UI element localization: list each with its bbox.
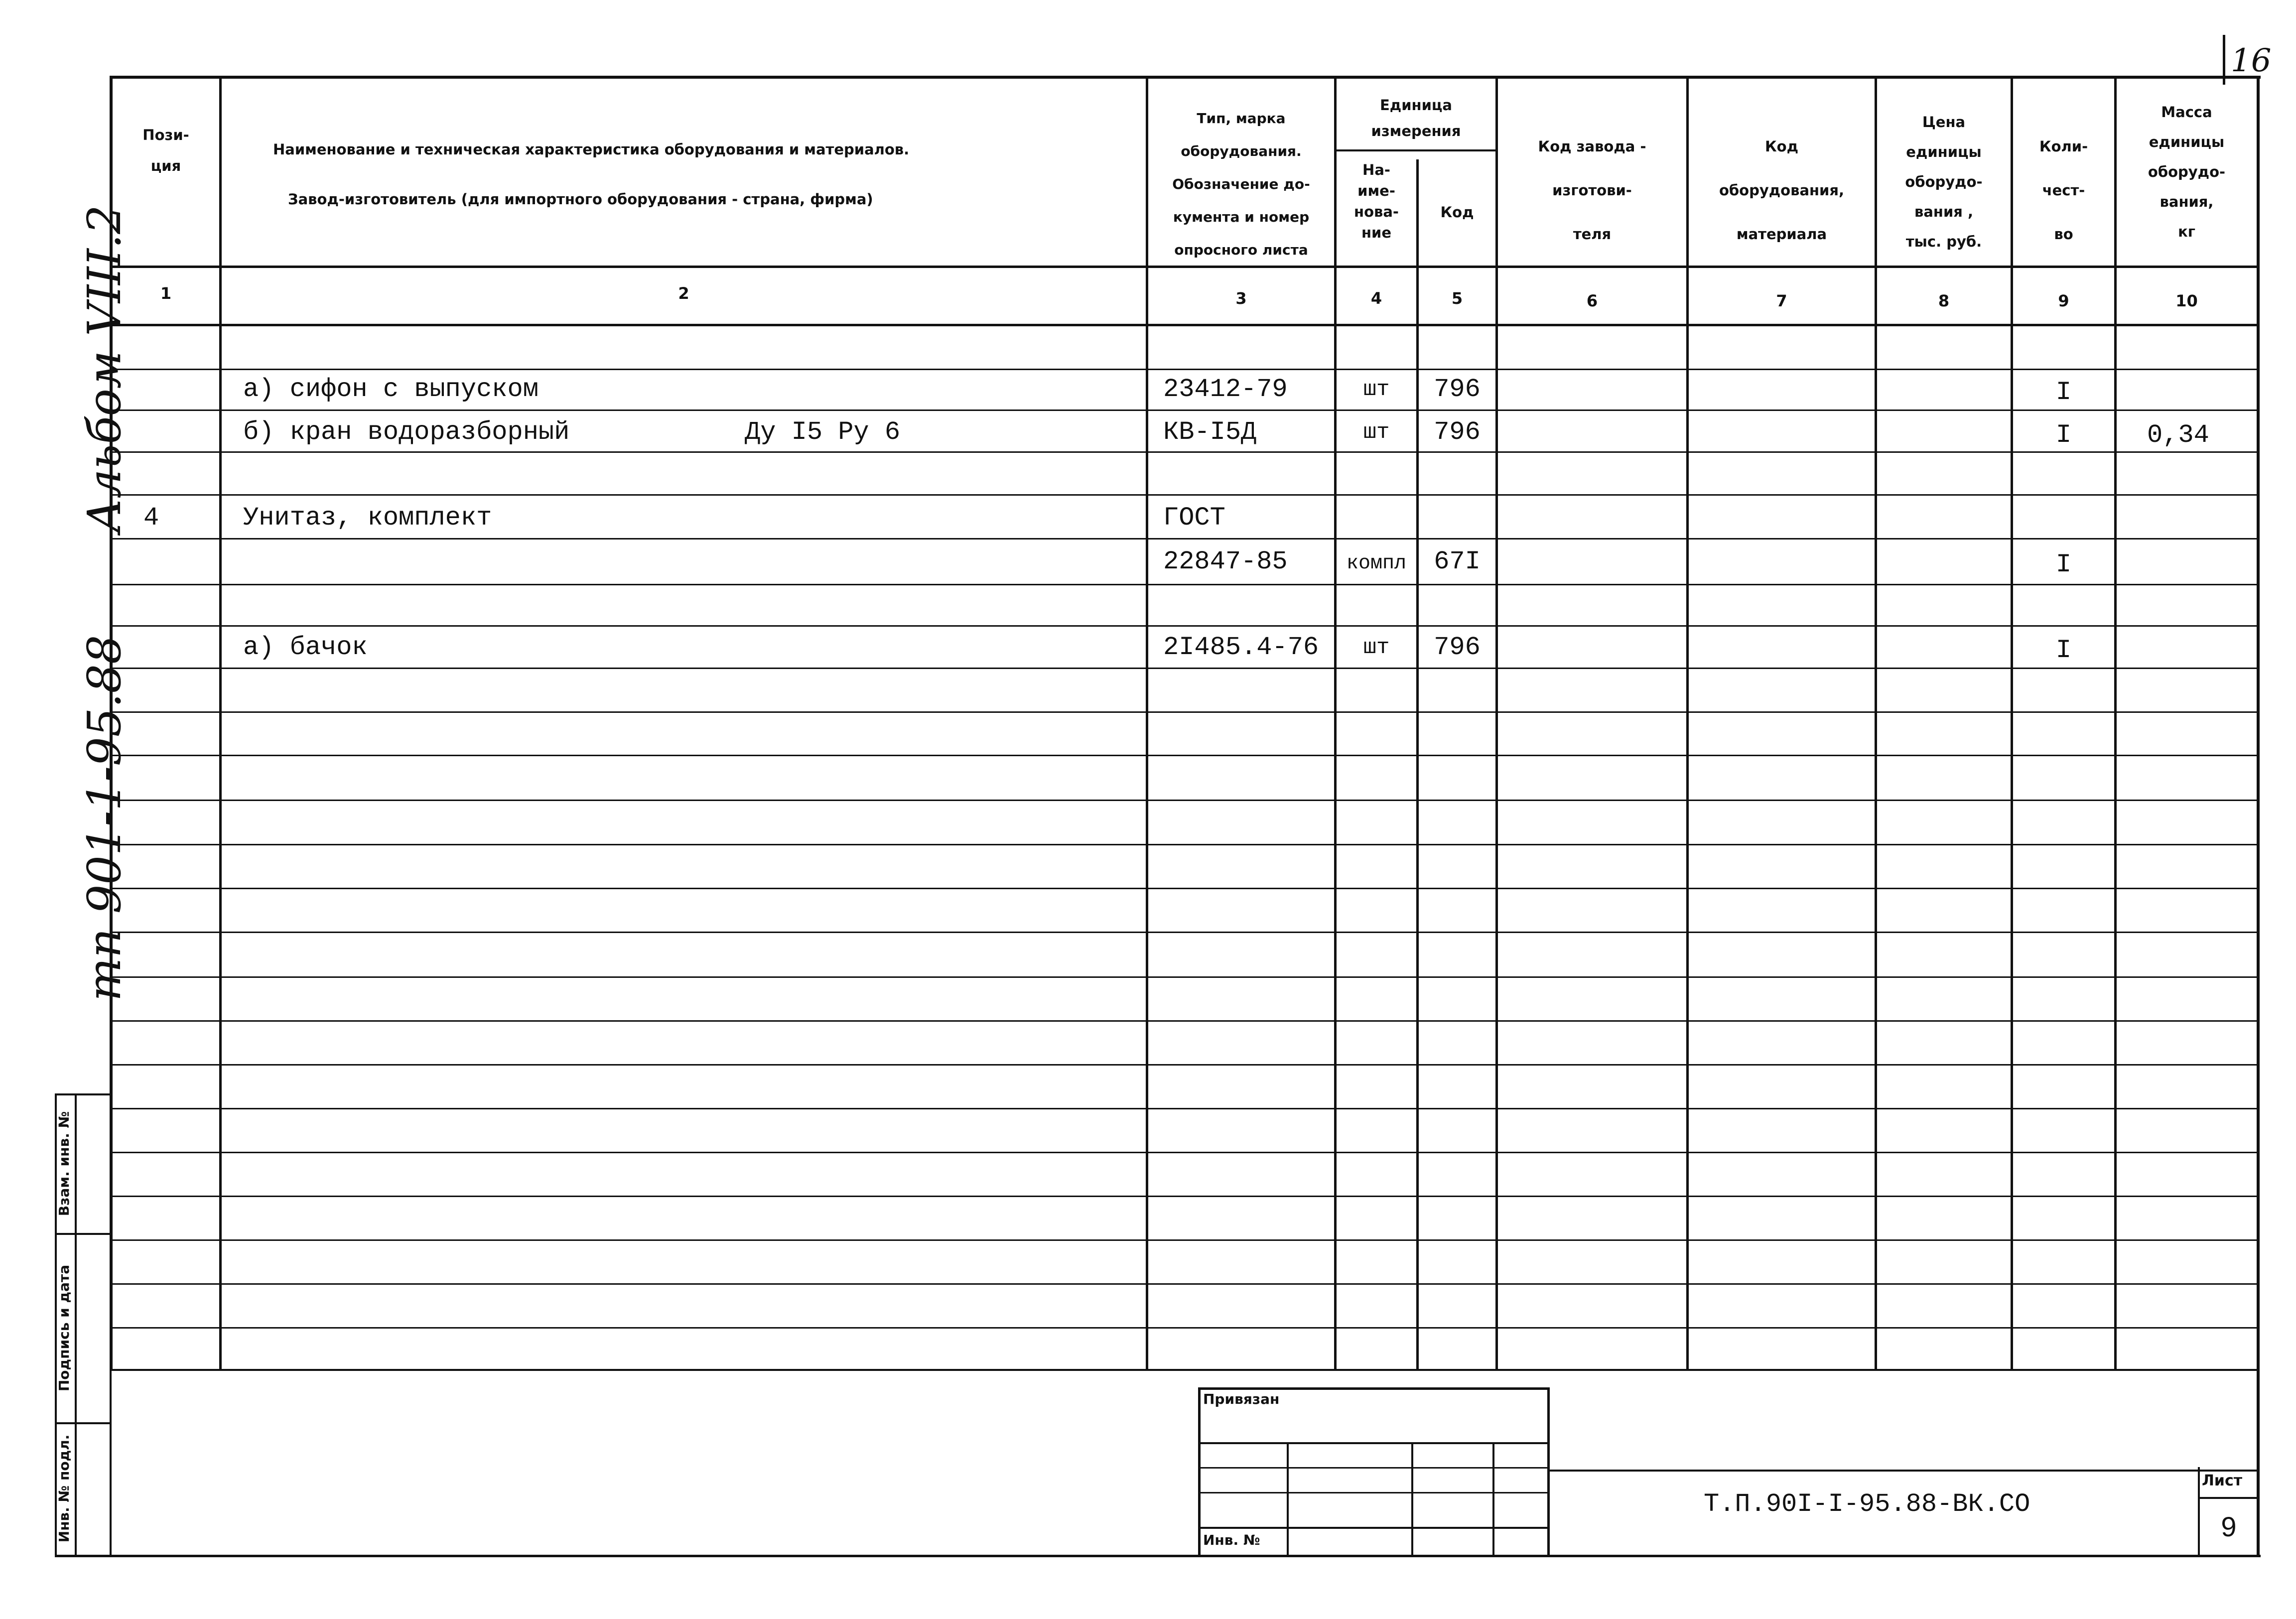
header-unit-name: На- име- нова- ние [1354,161,1399,241]
column-separator [1875,76,1877,1371]
row-2-unit: шт [1363,420,1390,445]
row-3-name: Унитаз, комплект [243,503,492,533]
row-5-qty: I [2055,636,2072,665]
title-block-top [1547,1470,2260,1472]
row-line [110,844,2260,845]
column-number-3: 3 [1235,289,1247,308]
row-line [110,625,2260,627]
stamp-box [1198,1442,1550,1444]
document-code: Т.П.90I-I-95.88-ВК.СО [1704,1489,2030,1519]
stamp-attached: Привязан [1203,1391,1280,1407]
stamp-box [1198,1492,1550,1493]
table-right-border [2257,76,2260,1371]
sheet-number-divider [2223,35,2225,85]
row-line [110,451,2260,453]
side-sign-date: Подпись и дата [56,1264,72,1392]
column-number-10: 10 [2175,291,2198,310]
row-line [110,369,2260,370]
row-line [110,1239,2260,1241]
sheet-box [2198,1497,2260,1499]
side-inv-replace: Взам. инв. № [56,1111,72,1216]
project-label: тп 901-1-95.88 [78,635,131,1001]
column-number-4: 4 [1370,289,1382,308]
column-number-1: 1 [160,284,172,303]
row-1-unit: шт [1363,377,1390,402]
row-line [110,1108,2260,1109]
row-2-mass: 0,34 [2147,420,2209,450]
side-inv-orig: Инв. № подл. [56,1434,72,1543]
row-line [110,1327,2260,1329]
stamp-box [1411,1442,1413,1557]
sheet-label: Лист [2202,1472,2243,1489]
stamp-inv-no: Инв. № [1203,1532,1260,1548]
header-quantity: Коли- чест- во [2039,138,2088,243]
row-line [110,1064,2260,1066]
row-1-type: 23412-79 [1163,375,1288,404]
sheet-number-top: 16 [2231,42,2272,79]
row-5-unit: шт [1363,635,1390,660]
row-4-code: 67I [1434,547,1481,576]
row-line [110,1152,2260,1153]
row-4-qty: I [2055,550,2072,579]
album-label: Альбом VIII.2 [78,205,131,533]
header-price: Цена единицы оборудо- вания , тыс. руб. [1905,114,1983,250]
row-1-name: а) сифон с выпуском [243,375,539,404]
row-line [110,584,2260,585]
row-2-type: КВ-I5Д [1163,417,1257,447]
column-separator [1416,159,1419,1370]
row-line [110,932,2260,933]
row-4-type: 22847-85 [1163,547,1288,576]
row-5-type: 2I485.4-76 [1163,633,1319,662]
row-line [110,1196,2260,1197]
row-3-type: ГОСТ [1163,503,1225,533]
column-separator [219,76,222,1371]
sheet-value: 9 [2221,1511,2237,1542]
row-line [110,1283,2260,1285]
stamp-box [1547,1387,1550,1557]
row-line [110,976,2260,978]
table-top-border [110,76,2261,79]
header-equipment-code: Код оборудования, материала [1719,138,1845,243]
row-line [110,409,2260,411]
stamp-box [1287,1442,1289,1557]
row-line [110,668,2260,669]
frame-bottom [55,1555,2261,1557]
stamp-box [1198,1527,1550,1529]
column-separator [1334,76,1337,1371]
row-2-qty: I [2055,420,2072,450]
column-separator [2011,76,2013,1371]
row-2-extra: Ду I5 Ру 6 [745,417,901,447]
header-position: Пози- ция [142,127,189,174]
column-number-5: 5 [1451,289,1463,308]
header-name: Наименование и техническая характеристика оборудования и материалов. Завод-изготовитель (для импортного оборудования - страна, фирма) [273,141,910,208]
column-separator [1146,76,1148,1371]
stamp-box [1198,1387,1201,1557]
column-number-7: 7 [1776,291,1787,310]
header-mass: Масса единицы оборудо- вания, кг [2148,104,2226,240]
row-1-qty: I [2055,378,2072,407]
column-separator [2114,76,2117,1371]
row-2-name: б) кран водоразборный [243,417,570,447]
header-manufacturer-code: Код завода - изготови- теля [1538,138,1646,243]
unit-group-divider [1334,149,1498,151]
header-type: Тип, марка оборудования. Обозначение до- кумента и номер опросного листа [1172,110,1310,258]
row-2-code: 796 [1434,417,1481,447]
row-line [110,1020,2260,1022]
column-number-8: 8 [1938,291,1950,310]
row-line [110,538,2260,540]
row-line [110,755,2260,756]
row-line [110,324,2260,325]
stamp-box [1198,1467,1550,1469]
stamp-box [1492,1442,1494,1557]
row-line [110,711,2260,713]
table-bottom-border [110,1369,2260,1371]
stamp-box [1198,1387,1550,1390]
row-5-name: а) бачок [243,633,368,662]
column-number-2: 2 [678,284,689,303]
header-unit-group: Единица измерения [1371,97,1461,139]
column-number-9: 9 [2058,291,2069,310]
row-line [110,888,2260,889]
row-4-unit: компл [1346,552,1407,575]
row-3-position: 4 [143,503,159,533]
frame-left-lower [110,1371,112,1557]
row-line [110,494,2260,496]
row-5-code: 796 [1434,633,1481,662]
side-box-border [75,1093,77,1557]
row-1-code: 796 [1434,375,1481,404]
column-separator [1686,76,1689,1371]
row-line [110,800,2260,801]
column-separator [1495,76,1498,1371]
header-unit-code: Код [1440,204,1474,221]
column-number-6: 6 [1586,291,1598,310]
